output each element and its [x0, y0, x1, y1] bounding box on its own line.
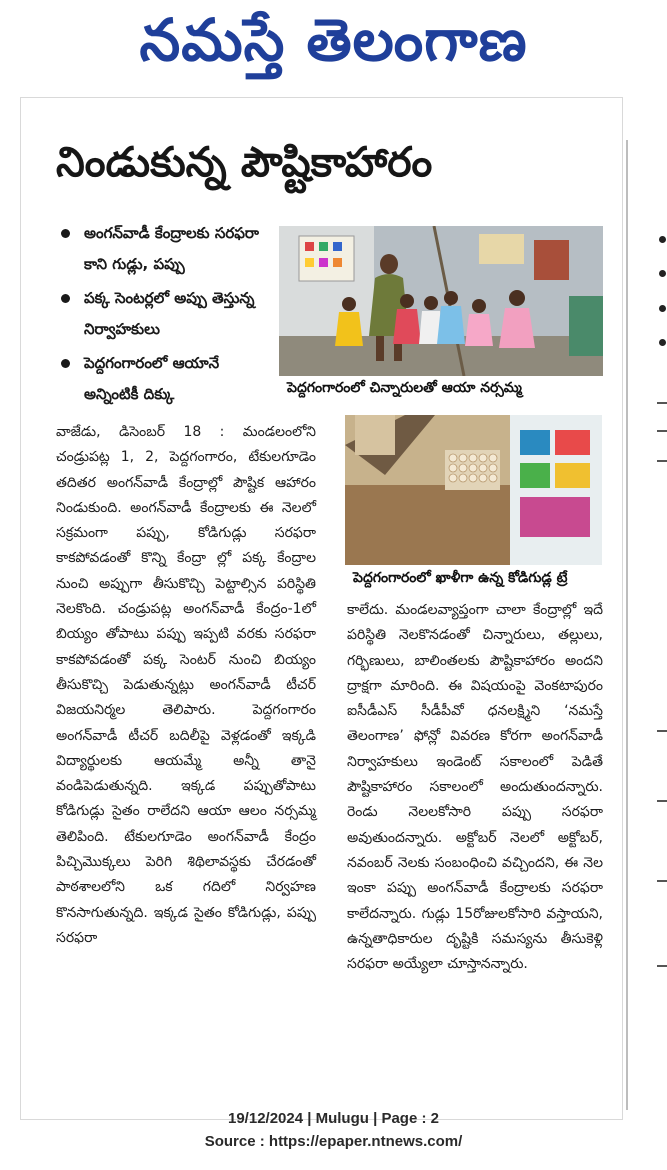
photo-caption: పెద్దగంగారంలో చిన్నారులతో ఆయా నర్సమ్మ	[287, 380, 522, 396]
headline: నిండుకున్న పౌష్టికాహారం	[56, 138, 433, 186]
article-paragraph: కాలేదు. మండలవ్యాప్తంగా చాలా కేంద్రాల్లో ఇదే పరిస్థితి నెలకొనడంతో చిన్నారులు, తల్లులు, గర్భిణులు, బాలింతలకు పౌష్టికాహారం అందని ద్రాక్షగా మారింది. ఈ విషయంపై వెంకటాపురం ఐసీడీఎస్ సీడీపీవో ధనలక్ష్మిని ‘నమస్తే తెలంగాణ’ ఫోన్లో వివరణ కోరగా అంగన్‌వాడీ నిర్వాహకులు ఇండెంట్ సకాలంలో పెడితే పౌష్టికాహారం సకాలంలో అందుతుందన్నారు. రెండు నెలలకోసారి పప్పు సరఫరా అవుతుందన్నారు. అక్టోబర్ నెలలో అక్టోబర్, నవంబర్ నెలకు సంబంధించి వచ్చిందని, ఈ నెల ఇంకా పప్పు అంగన్‌వాడీ కేంద్రాలకు సరఫరా కాలేదన్నారు. గుడ్లు 15రోజులకోసారి వస్తాయని, ఉన్నతాధికారుల దృష్టికి సమస్యను తీసుకెళ్లి సరఫరా అయ్యేలా చూస్తానన్నారు.	[347, 602, 603, 973]
side-text-fragment	[657, 730, 667, 732]
side-text-fragment	[657, 402, 667, 404]
side-text-fragment	[657, 800, 667, 802]
article-column-1	[56, 420, 316, 951]
article-paragraph: వాజేడు, డిసెంబర్ 18 : మండలంలోని చండ్రుపట్ల 1, 2, పెద్దగంగారం, టేకులగూడెం తదితర అంగన్‌వాడీ కేంద్రాల్లో పౌష్టిక ఆహారం నిండుకుంది. అంగన్‌వాడీ కేంద్రాలకు ఈ నెలలో సక్రమంగా పప్పు, కోడిగుడ్లు సరఫరా కాకపోవడంతో కొన్ని కేంద్రా ల్లో పక్క కేంద్రాల నుంచి అప్పుగా తీసుకొచ్చి పెట్టాల్సిన పరిస్థితి నెలకొంది. చండ్రుపట్ల అంగన్‌వాడీ కేంద్రం-1లో బియ్యం తోపాటు పప్పు ఇప్పటి వరకు సరఫరా కాకపోవడంతో పక్క సెంటర్ నుంచి బియ్యం తీసుకొచ్చి పెడుతున్నట్లు అంగన్‌వాడీ టీచర్ విజయనిర్మల తెలిపారు. పెద్దగంగారం అంగన్‌వాడీ టీచర్ బదిలీపై వెళ్లడంతో ఇక్కడి విద్యార్థులకు ఆయమ్మే అన్నీ తానై వండిపెడుతున్నది. ఇక్కడ పప్పుతోపాటు కోడిగుడ్లు సైతం రాలేదని ఆయా ఆలం నర్సమ్మ తెలిపింది. టేకులగూడెం అంగన్‌వాడీ కేంద్రం పిచ్చిమొక్కలు పెరిగి శిథిలావస్థకు చేరడంతో పాఠశాలలోని ఒక గదిలో నిర్వహణ కొనసాగుతున్నది. ఇక్కడ సైతం కోడిగుడ్లు, పప్పు సరఫరా	[56, 424, 316, 946]
photo-caption: పెద్దగంగారంలో ఖాళీగా ఉన్న కోడిగుడ్ల ట్రే	[353, 570, 568, 586]
source-link[interactable]: Source : https://epaper.ntnews.com/	[204, 1133, 463, 1150]
column-divider	[626, 140, 628, 1110]
highlight-item: అంగన్‌వాడీ కేంద్రాలకు సరఫరా కాని గుడ్లు, పప్పు	[60, 218, 278, 280]
photo-caretaker-with-children	[279, 226, 603, 376]
side-bullet	[659, 339, 666, 346]
masthead	[0, 0, 667, 92]
side-text-fragment	[657, 965, 667, 967]
side-text-fragment	[657, 880, 667, 882]
article-column-2	[347, 598, 603, 977]
highlight-item: పక్క సెంటర్లలో అప్పు తెస్తున్న నిర్వాహకులు	[60, 283, 278, 345]
side-bullet	[659, 305, 666, 312]
edition-info: 19/12/2024 | Mulugu | Page : 2	[228, 1110, 439, 1127]
highlight-item: పెద్దగంగారంలో ఆయానే అన్నింటికీ దిక్కు	[60, 348, 278, 410]
photo-empty-egg-tray	[345, 415, 602, 565]
highlights-list	[60, 218, 278, 413]
side-text-fragment	[657, 430, 667, 432]
side-bullet	[659, 270, 666, 277]
side-text-fragment	[657, 460, 667, 462]
side-bullet	[659, 236, 666, 243]
masthead-logo: నమస్తే తెలంగాణ	[139, 6, 528, 74]
